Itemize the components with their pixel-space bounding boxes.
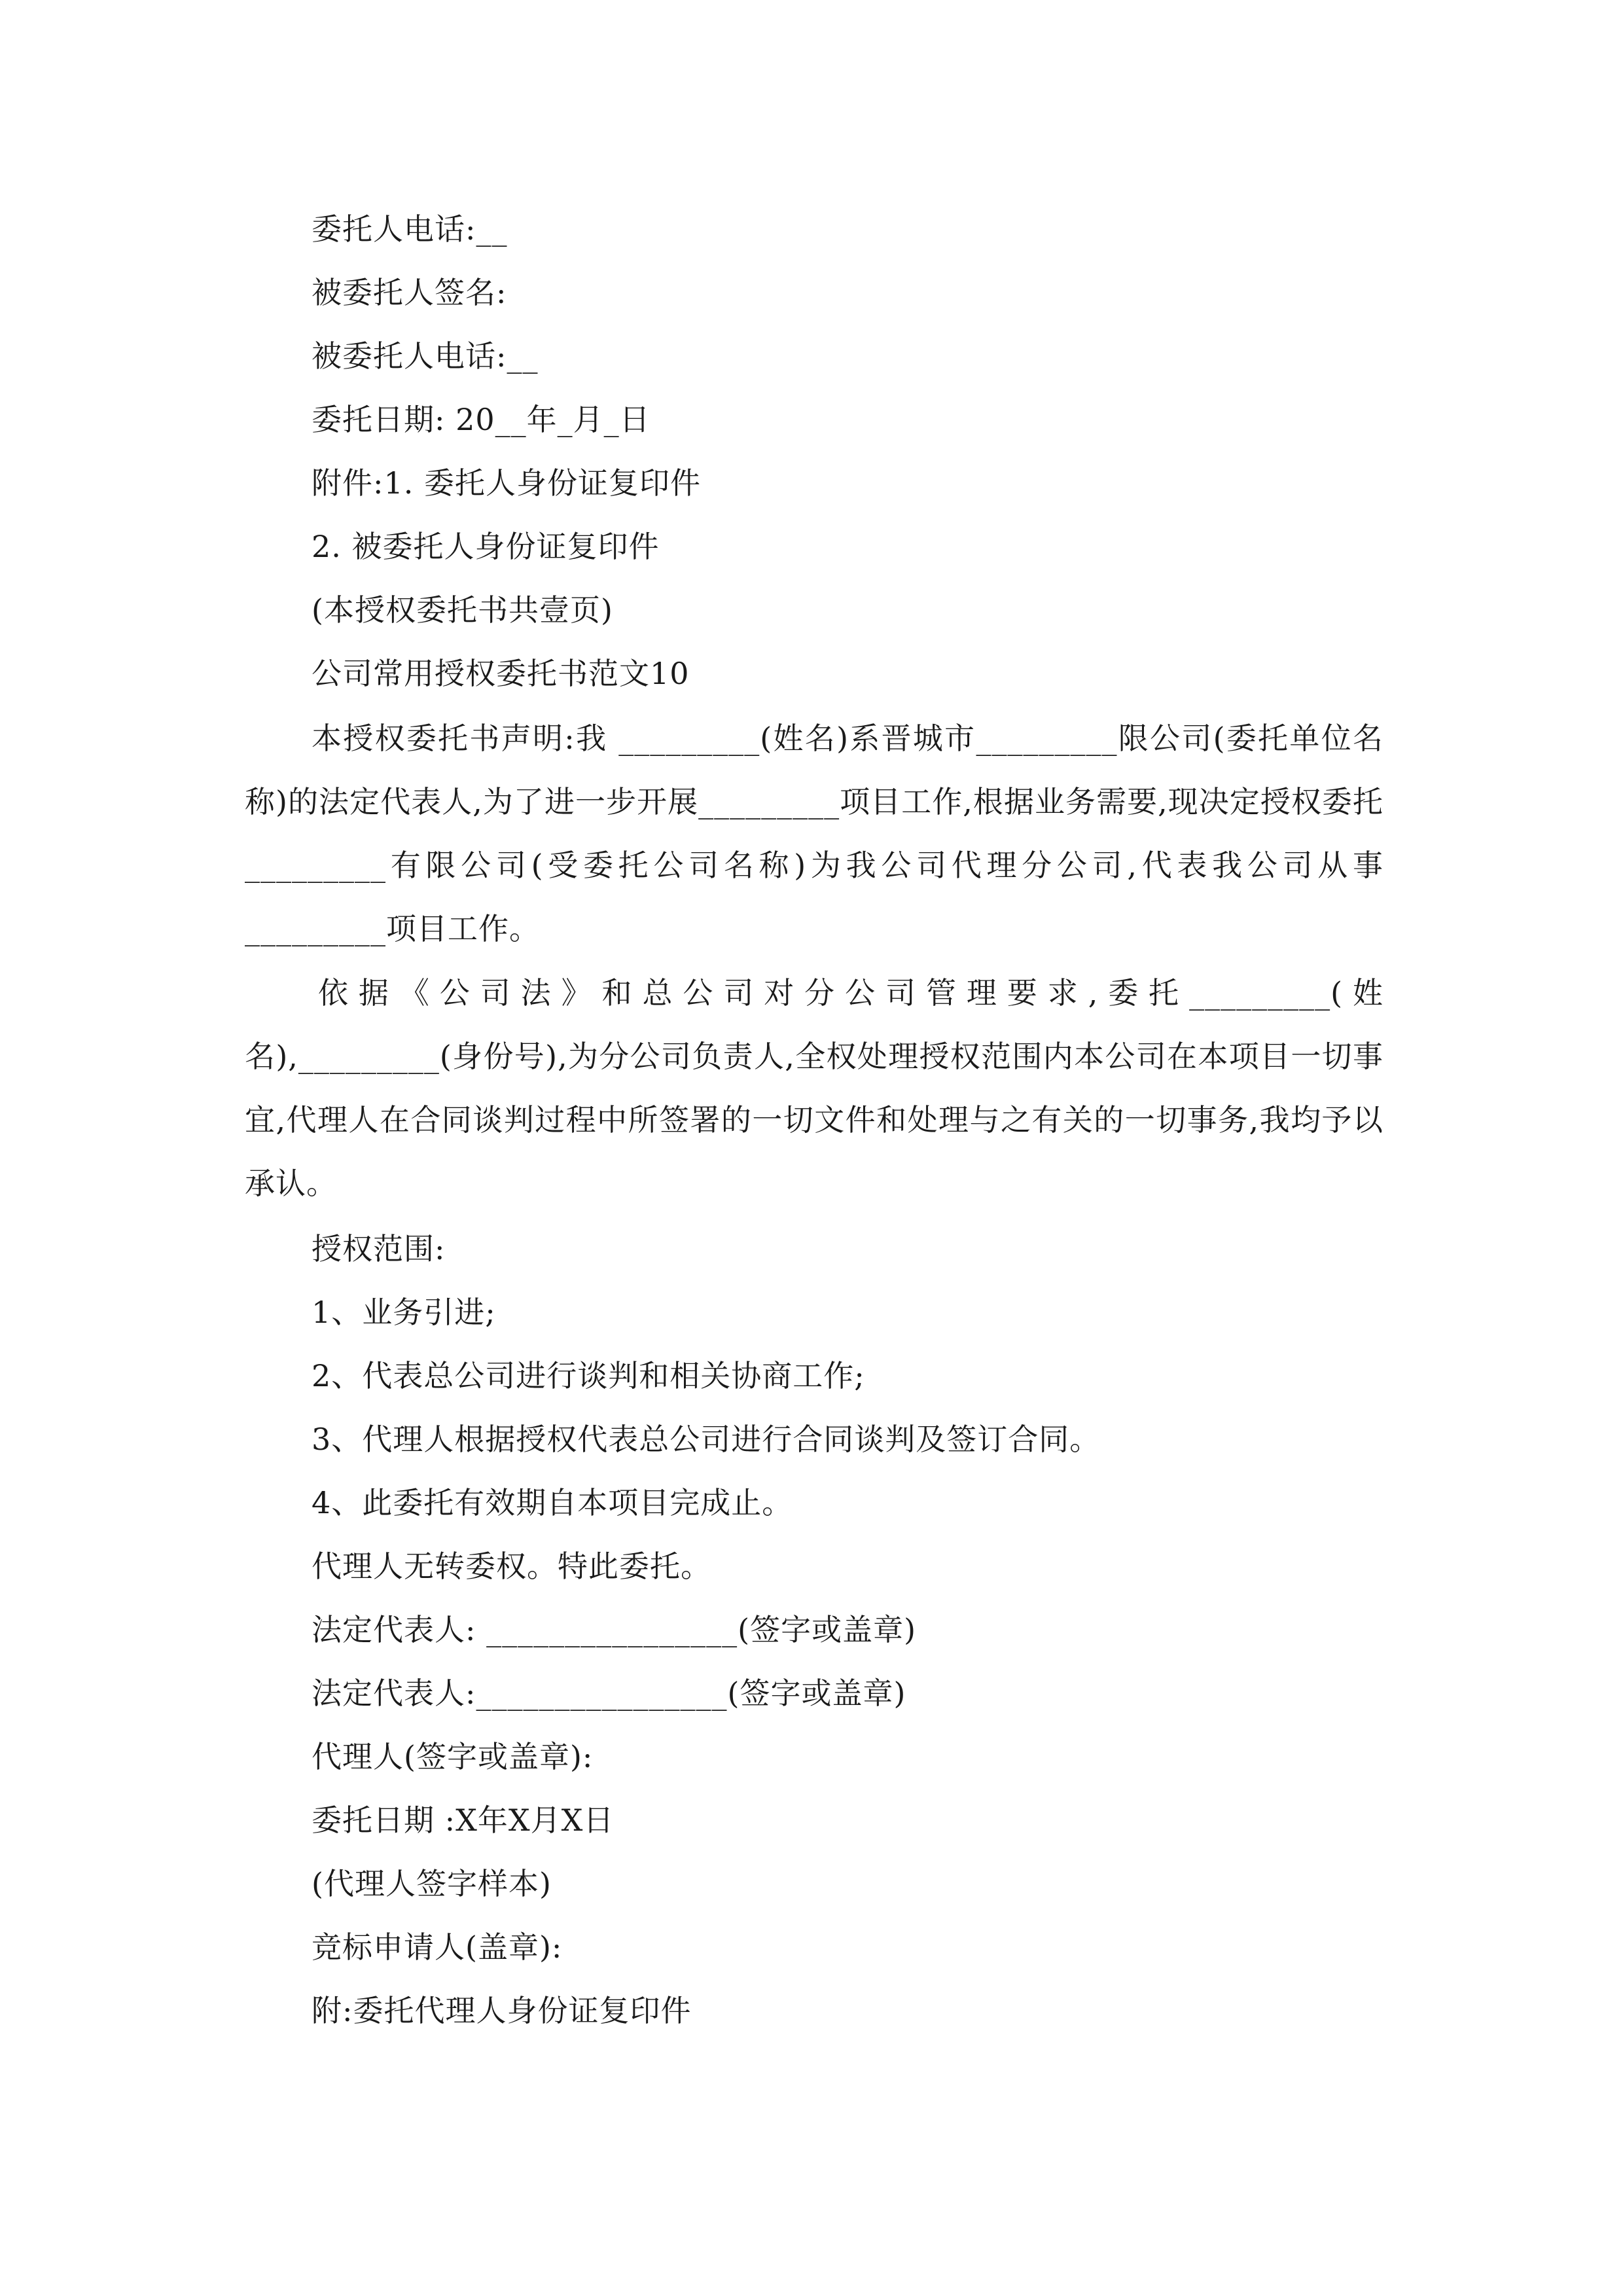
bidder-seal-line: 竞标申请人(盖章):	[312, 1929, 563, 1965]
legal-rep-signature-line-2: 法定代表人:________________(签字或盖章)	[312, 1676, 906, 1711]
scope-item: 2、代表总公司进行谈判和相关协商工作;	[312, 1358, 865, 1393]
no-subdelegation-line: 代理人无转委权。特此委托。	[312, 1549, 711, 1584]
attachment-line-1: 附件:1. 委托人身份证复印件	[312, 465, 702, 501]
declaration-paragraph: 本授权委托书声明:我 _________(姓名)系晋城市_________限公司(委托单位名称)的法定代表人,为了进一步开展_________项目工作,根据业务需要,现决定授权委托_________有限公司(受委托公司名称)为我公司代理分公司,代表我公司从事_________项目工作。	[245, 721, 1383, 946]
attachment-id-copy-line: 附:委托代理人身份证复印件	[312, 1993, 692, 2028]
basis-paragraph: 依据《公司法》和总公司对分公司管理要求,委托_________(姓名),_________(身份号),为分公司负责人,全权处理授权范围内本公司在本项目一切事宜,代理人在合同谈判过程中所签署的一切文件和处理与之有关的一切事务,我均予以承认。	[245, 975, 1383, 1201]
scope-item: 3、代理人根据授权代表总公司进行合同谈判及签订合同。	[312, 1422, 1101, 1457]
agent-phone-line: 被委托人电话:__	[312, 338, 539, 374]
delegation-date-line-2: 委托日期 :X年X月X日	[312, 1803, 615, 1838]
principal-phone-line: 委托人电话:__	[312, 211, 508, 247]
agent-signature-line: 被委托人签名:	[312, 275, 507, 310]
delegation-date-line: 委托日期: 20__年_月_日	[312, 402, 651, 437]
page-count-note: (本授权委托书共壹页)	[312, 592, 613, 628]
scope-item: 1、业务引进;	[312, 1295, 496, 1330]
agent-signature-sample: (代理人签字样本)	[312, 1866, 552, 1901]
scope-heading: 授权范围:	[312, 1231, 446, 1266]
agent-sign-line: 代理人(签字或盖章):	[312, 1739, 594, 1774]
scope-item: 4、此委托有效期自本项目完成止。	[312, 1485, 793, 1520]
attachment-line-2: 2. 被委托人身份证复印件	[312, 529, 660, 564]
legal-rep-signature-line-1: 法定代表人: ________________(签字或盖章)	[312, 1612, 917, 1647]
section-title: 公司常用授权委托书范文10	[312, 656, 690, 691]
